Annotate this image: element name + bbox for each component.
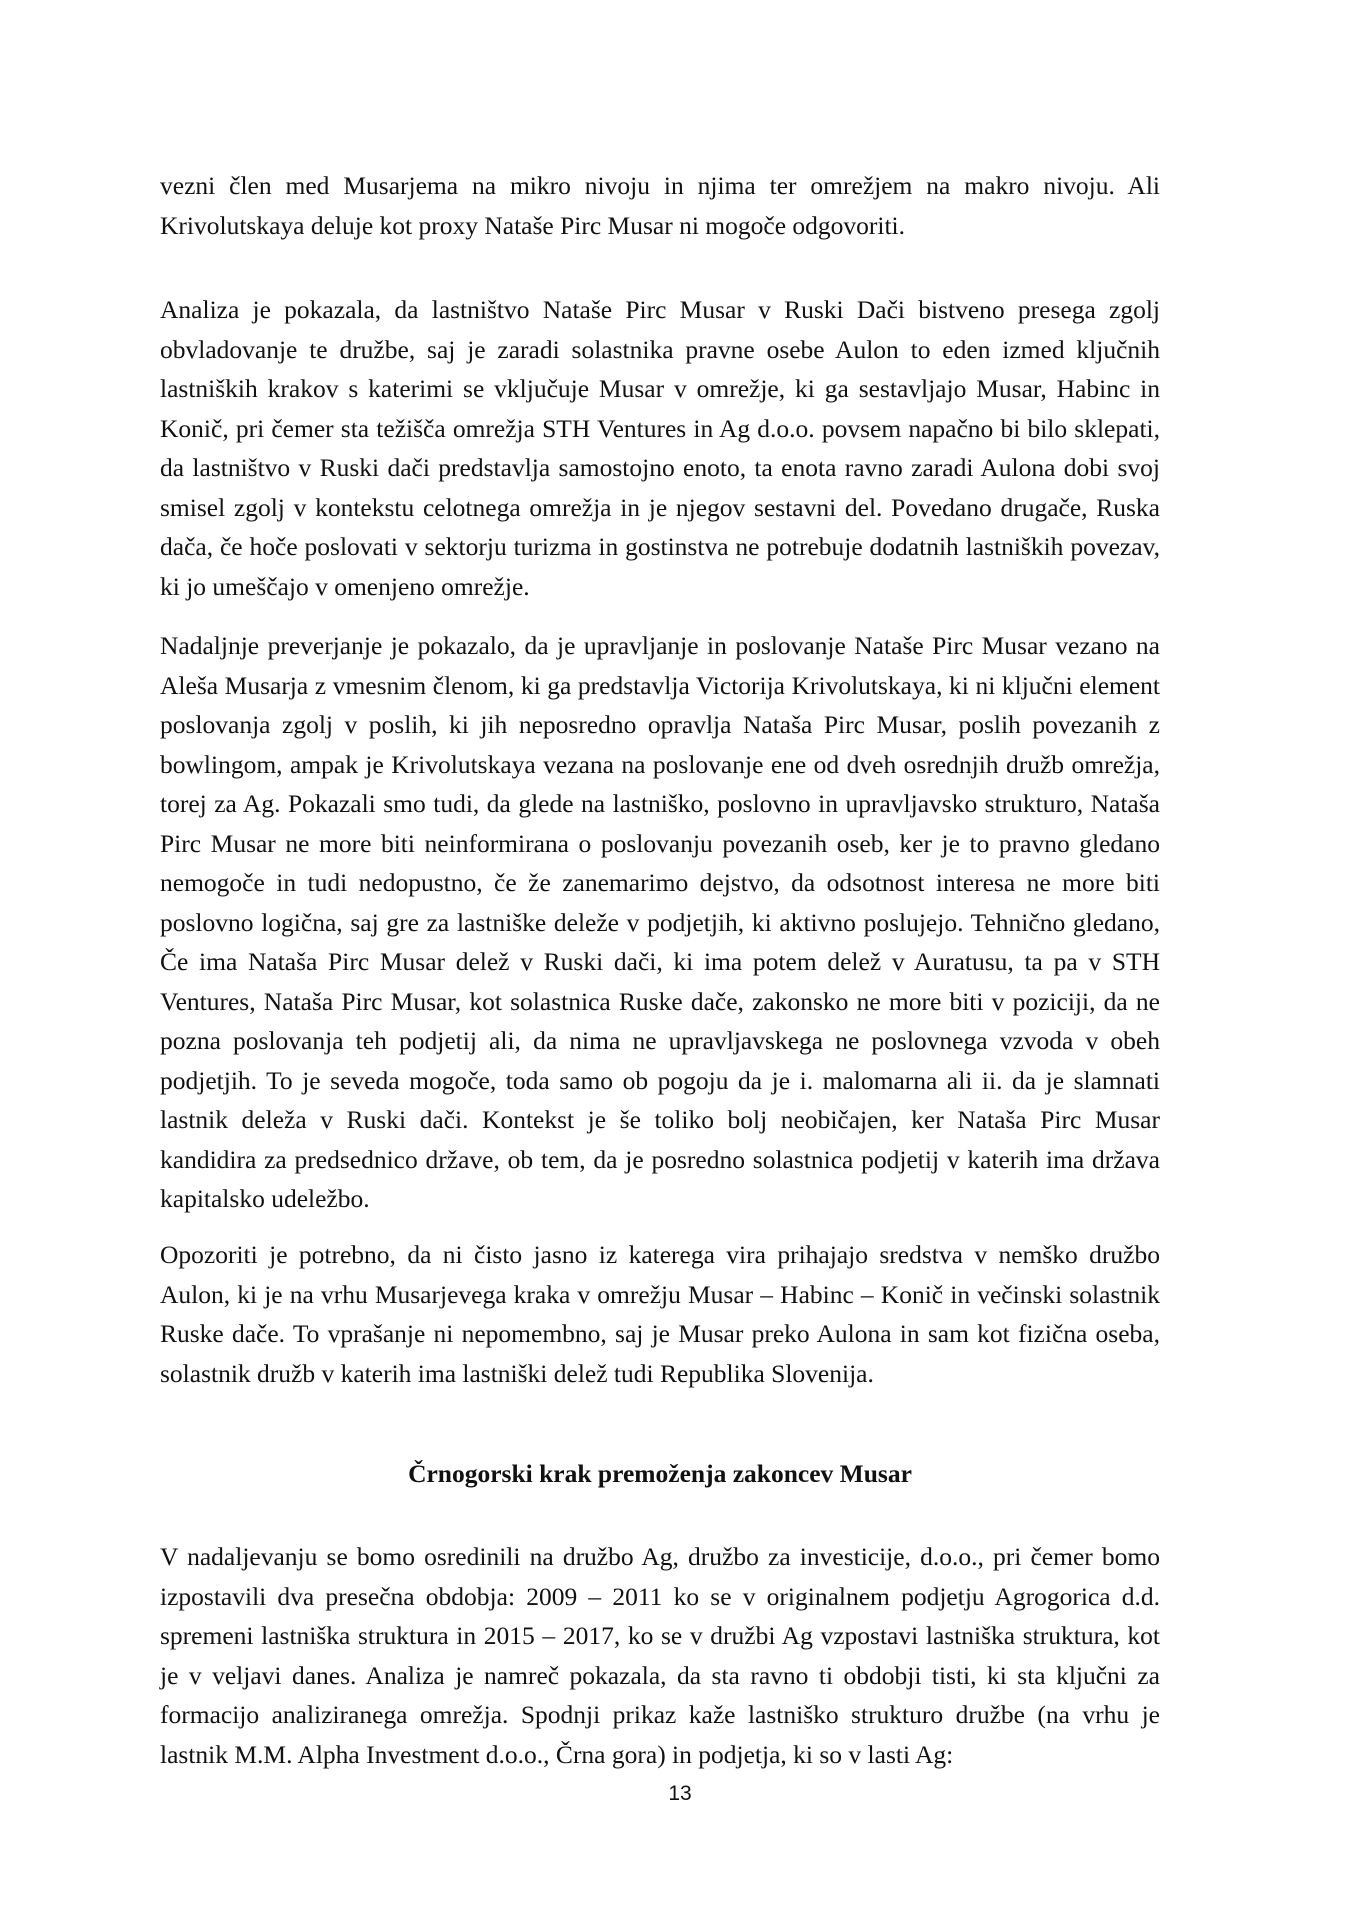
- paragraph-1: vezni člen med Musarjema na mikro nivoju in njima ter omrežjem na makro nivoju. Ali Krivolutskaya deluje kot proxy Nataše Pirc Musar ni mogoče odgovoriti.: [160, 171, 1160, 240]
- paragraph-2: Analiza je pokazala, da lastništvo Nataše Pirc Musar v Ruski Dači bistveno presega zgolj obvladovanje te družbe, saj je zaradi solastnika pravne osebe Aulon to eden izmed ključnih lastniških krakov s katerimi se vključuje Musar v omrežje, ki ga sestavljajo Musar, Habinc in Konič, pri čemer sta težišča omrežja STH Ventures in Ag d.o.o. povsem napačno bi bilo sklepati, da lastništvo v Ruski dači predstavlja samostojno enoto, ta enota ravno zaradi Aulona dobi svoj smisel zgolj v kontekstu celotnega omrežja in je njegov sestavni del. Povedano drugače, Ruska dača, če hoče poslovati v sektorju turizma in gostinstva ne potrebuje dodatnih lastniških povezav, ki jo umeščajo v omenjeno omrežje.: [160, 295, 1160, 601]
- paragraph-3: Nadaljnje preverjanje je pokazalo, da je upravljanje in poslovanje Nataše Pirc Musar vezano na Aleša Musarja z vmesnim členom, ki ga predstavlja Victorija Krivolutskaya, ki ni ključni element poslovanja zgolj v poslih, ki jih neposredno opravlja Nataša Pirc Musar, poslih povezanih z bowlingom, ampak je Krivolutskaya vezana na poslovanje ene od dveh osrednjih družb omrežja, torej za Ag. Pokazali smo tudi, da glede na lastniško, poslovno in upravljavsko strukturo, Nataša Pirc Musar ne more biti neinformirana o poslovanju povezanih oseb, ker je to pravno gledano nemogoče in tudi nedopustno, če že zanemarimo dejstvo, da odsotnost interesa ne more biti poslovno logična, saj gre za lastniške deleže v podjetjih, ki aktivno poslujejo. Tehnično gledano, Če ima Nataša Pirc Musar delež v Ruski dači, ki ima potem delež v Auratusu, ta pa v STH Ventures, Nataša Pirc Musar, kot solastnica Ruske dače, zakonsko ne more biti v poziciji, da ne pozna poslovanja teh podjetij ali, da nima ne upravljavskega ne poslovnega vzvoda v obeh podjetjih. To je seveda mogoče, toda samo ob pogoju da je i. malomarna ali ii. da je slamnati lastnik deleža v Ruski dači. Kontekst je še toliko bolj neobičajen, ker Nataša Pirc Musar kandidira za predsednico države, ob tem, da je posredno solastnica podjetij v katerih ima država kapitalsko udeležbo.: [160, 631, 1160, 1213]
- paragraph-4: Opozoriti je potrebno, da ni čisto jasno iz katerega vira prihajajo sredstva v nemško družbo Aulon, ki je na vrhu Musarjevega kraka v omrežju Musar – Habinc – Konič in večinski solastnik Ruske dače. To vprašanje ni nepomembno, saj je Musar preko Aulona in sam kot fizična oseba, solastnik družb v katerih ima lastniški delež tudi Republika Slovenija.: [160, 1240, 1160, 1388]
- section-heading: Črnogorski krak premoženja zakoncev Musar: [408, 1459, 912, 1488]
- paragraph-5: V nadaljevanju se bomo osredinili na družbo Ag, družbo za investicije, d.o.o., pri čemer bomo izpostavili dva presečna obdobja: 2009 – 2011 ko se v originalnem podjetju Agrogorica d.d. spremeni lastniška struktura in 2015 – 2017, ko se v družbi Ag vzpostavi lastniška struktura, kot je v veljavi danes. Analiza je namreč pokazala, da sta ravno ti obdobji tisti, ki sta ključni za formacijo analiziranega omrežja. Spodnji prikaz kaže lastniško strukturo družbe (na vrhu je lastnik M.M. Alpha Investment d.o.o., Črna gora) in podjetja, ki so v lasti Ag:: [160, 1542, 1160, 1769]
- page-number: 13: [668, 1782, 692, 1805]
